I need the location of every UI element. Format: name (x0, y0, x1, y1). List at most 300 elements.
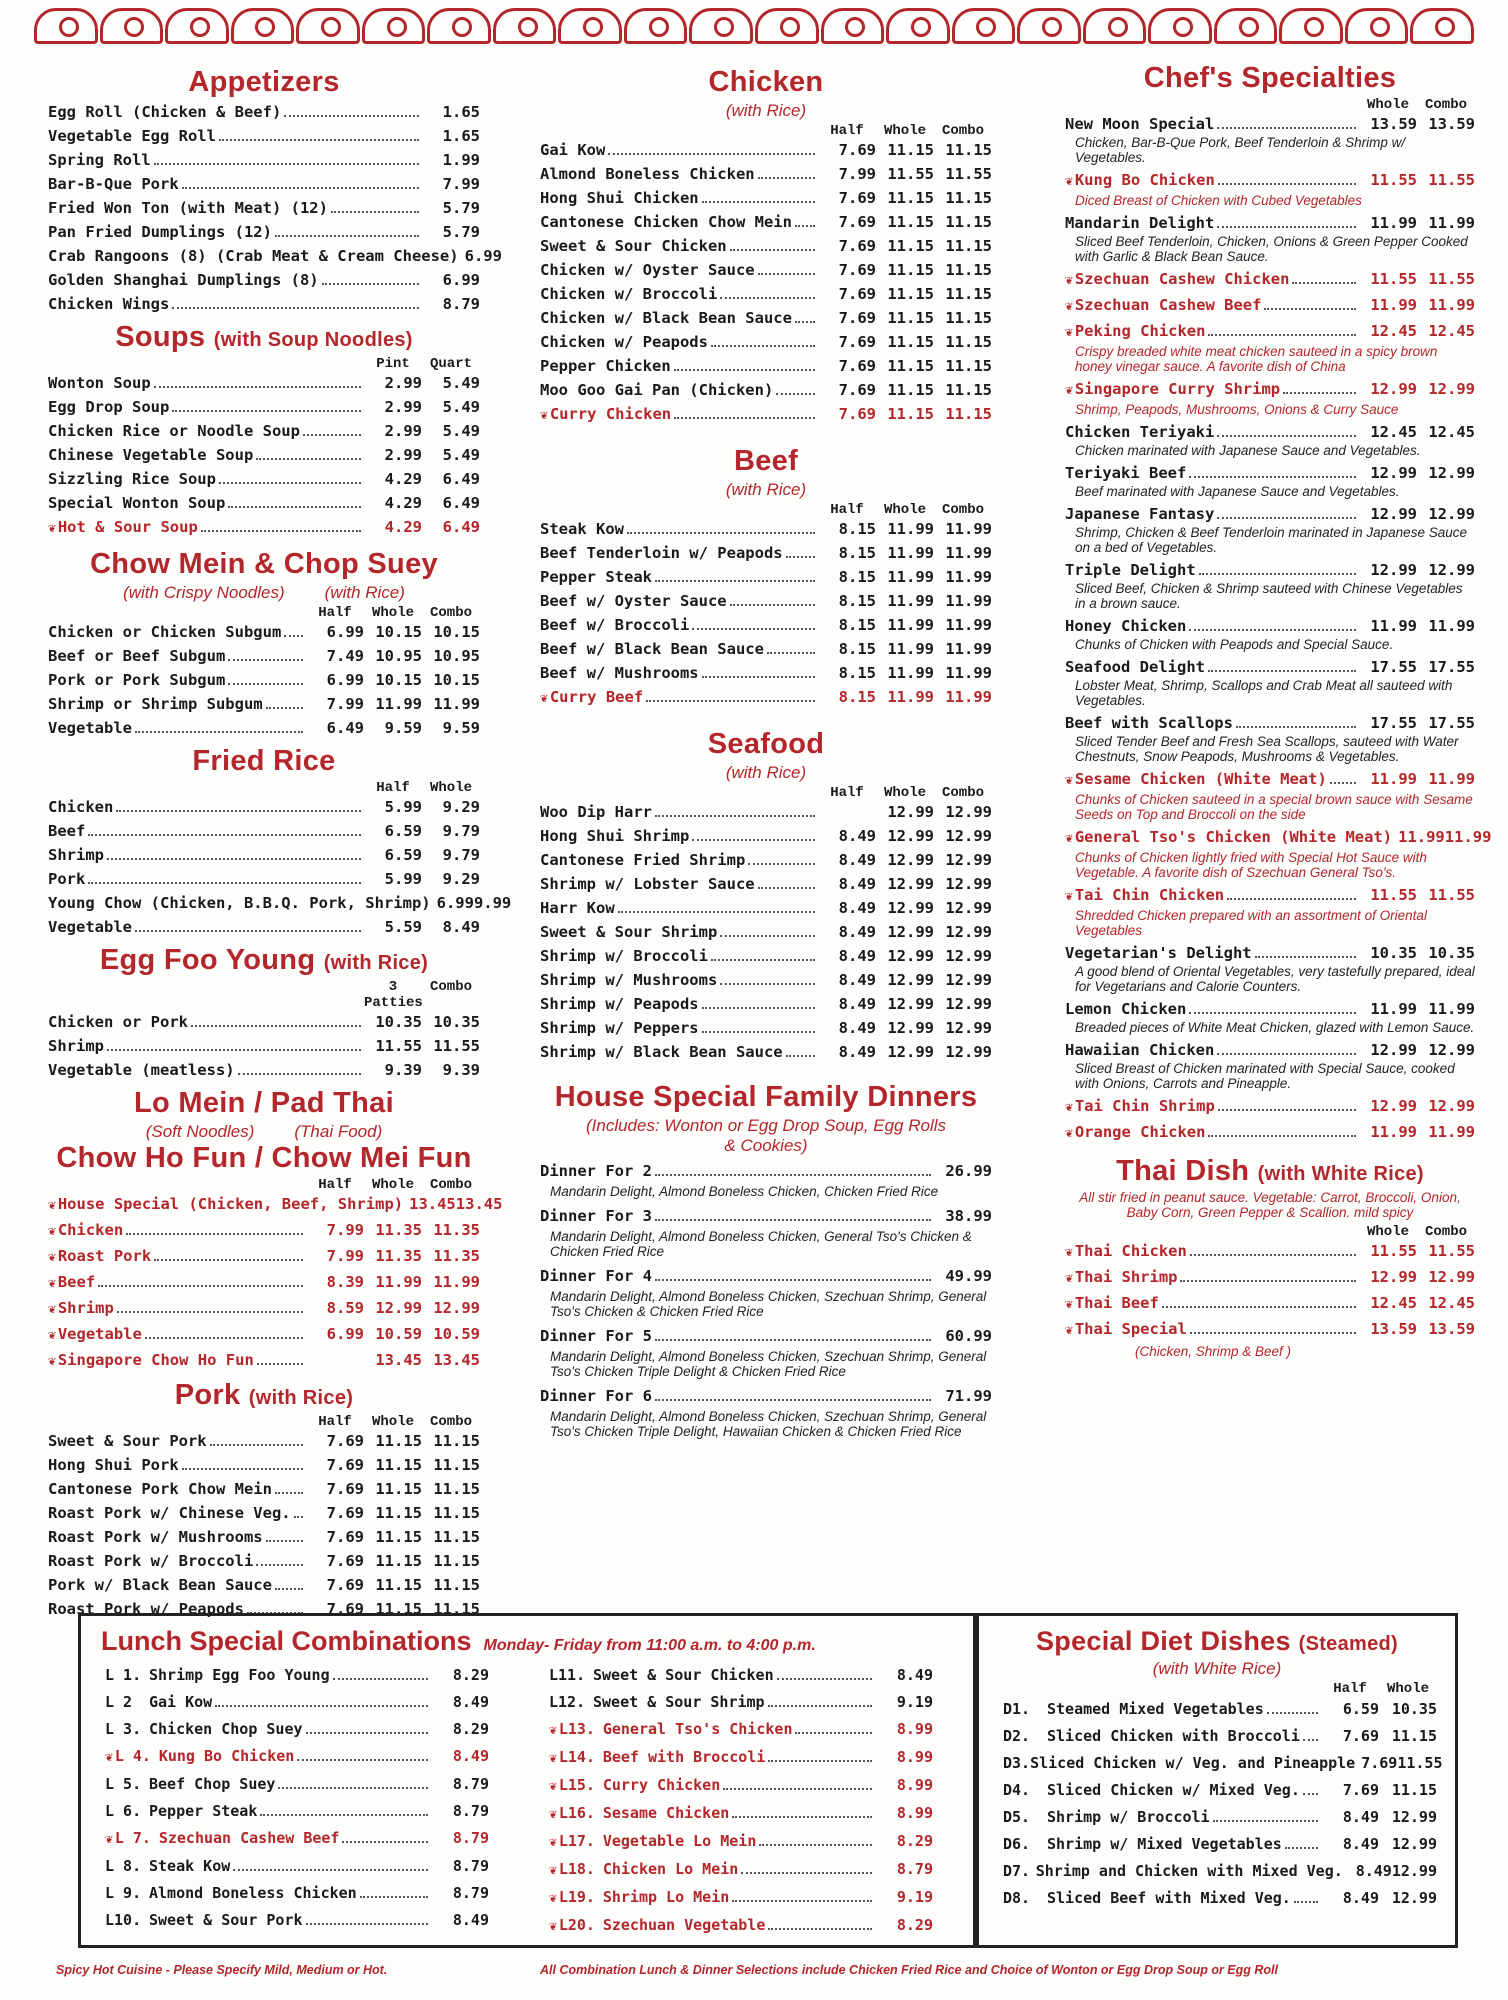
item-name: Sliced Beef with Mixed Veg. (1047, 1889, 1291, 1907)
item-name: Sesame Chicken (602, 1804, 730, 1822)
leader-dots (88, 834, 361, 836)
item-price: 11.15 (375, 1576, 422, 1594)
item-price: 8.15 (838, 544, 876, 562)
item-price: 11.55 (1428, 886, 1475, 904)
column-header: Combo (941, 502, 984, 518)
item-price: 13.45 (375, 1351, 422, 1369)
menu-item (540, 403, 992, 427)
item-price: 8.49 (838, 947, 876, 965)
menu-item (540, 542, 992, 564)
item-price: 8.15 (838, 640, 876, 658)
ornament-icon (34, 8, 98, 44)
leader-dots (655, 1399, 931, 1401)
item-price: 38.99 (945, 1207, 992, 1225)
menu-item (549, 1829, 933, 1855)
leader-dots (284, 635, 303, 637)
seafood-subtitle: (with Rice) (725, 763, 807, 782)
item-name: Triple Delight (1065, 561, 1196, 579)
leader-dots (702, 1031, 815, 1033)
item-code: D4. (1003, 1781, 1031, 1799)
menu-item (540, 163, 992, 185)
column-header: Whole (883, 785, 926, 801)
leader-dots (608, 153, 815, 155)
item-price: 11.15 (433, 1528, 480, 1546)
menu-item (48, 892, 512, 914)
item-price: 8.79 (452, 1857, 489, 1875)
menu-item (48, 868, 480, 890)
menu-entry (1065, 320, 1475, 374)
item-price: 9.59 (442, 719, 480, 737)
menu-entry (48, 101, 480, 123)
leader-dots (768, 1928, 872, 1930)
item-price: 4.29 (384, 518, 422, 536)
menu-entry (540, 825, 992, 847)
menu-entry (1065, 656, 1475, 708)
item-price: 8.59 (326, 1299, 364, 1317)
item-price: 12.45 (1428, 1294, 1475, 1312)
ornament-icon (886, 8, 950, 44)
menu-entry (1065, 1318, 1475, 1342)
price-column-headers (1065, 97, 1475, 113)
leader-dots (1255, 956, 1356, 958)
item-price: 8.15 (838, 688, 876, 706)
menu-entry (105, 1799, 489, 1824)
chili-pepper-icon: ❦ (1065, 1126, 1073, 1141)
leader-dots (646, 700, 815, 702)
item-price: 8.39 (326, 1273, 364, 1291)
menu-item (1003, 1886, 1437, 1911)
item-price: 12.99 (1370, 1097, 1417, 1115)
item-price: 11.35 (433, 1221, 480, 1239)
item-price: 10.15 (433, 671, 480, 689)
item-price: 13.59 (1428, 1320, 1475, 1338)
chili-pepper-icon: ❦ (48, 1224, 56, 1239)
item-price: 8.49 (838, 1019, 876, 1037)
column-header: Whole (883, 502, 926, 518)
menu-item (540, 355, 992, 377)
item-name: Szechuan Cashew Beef (1074, 296, 1262, 314)
item-price: 11.15 (945, 333, 992, 351)
menu-entry (48, 1245, 480, 1269)
menu-item (540, 307, 992, 329)
chili-pepper-icon: ❦ (549, 1779, 557, 1794)
item-name: Mandarin Delight (1065, 214, 1215, 232)
item-code: L18. (558, 1860, 595, 1878)
item-name: Golden Shanghai Dumplings (8) (48, 271, 319, 289)
menu-item (48, 1271, 480, 1295)
item-price: 13.45 (455, 1195, 503, 1213)
menu-entry (540, 1158, 992, 1199)
leader-dots (154, 163, 419, 165)
beef-subtitle: (with Rice) (725, 480, 807, 499)
item-price: 11.99 (1370, 1000, 1417, 1018)
menu-item (48, 1035, 480, 1057)
item-price: 49.99 (945, 1267, 992, 1285)
menu-entry (48, 420, 480, 442)
item-name: Steamed Mixed Vegetables (1047, 1700, 1264, 1718)
ornament-icon (100, 8, 164, 44)
item-price: 10.95 (375, 647, 422, 665)
menu-item (1065, 1121, 1475, 1145)
item-price: 11.99 (887, 592, 934, 610)
item-price: 17.55 (1370, 658, 1417, 676)
item-code: D2. (1003, 1727, 1031, 1745)
item-name: Shrimp w/ Black Bean Sauce (540, 1043, 783, 1061)
leader-dots (256, 1564, 303, 1566)
item-price: 6.99 (326, 671, 364, 689)
leader-dots (702, 201, 815, 203)
ornament-icon (1017, 8, 1081, 44)
item-price: 12.99 (887, 971, 934, 989)
menu-entry (1065, 942, 1475, 994)
item-price: 9.39 (442, 1061, 480, 1079)
leader-dots (333, 1678, 428, 1680)
menu-entry (540, 662, 992, 684)
menu-entry (1065, 378, 1475, 417)
item-name: Vegetable Lo Mein (602, 1832, 757, 1850)
menu-entry (48, 1323, 480, 1347)
menu-entry (1065, 169, 1475, 208)
menu-item (105, 1881, 489, 1906)
item-price: 12.45 (1370, 1294, 1417, 1312)
ornament-icon (689, 8, 753, 44)
item-price: 12.99 (887, 947, 934, 965)
menu-item (540, 662, 992, 684)
leader-dots (786, 556, 815, 558)
item-name: Pepper Steak (149, 1802, 258, 1820)
menu-item (48, 173, 480, 195)
item-price: 8.99 (896, 1804, 933, 1822)
menu-entry (540, 331, 992, 353)
right-column (1065, 56, 1492, 1363)
item-price: 8.49 (838, 827, 876, 845)
menu-entry (540, 873, 992, 895)
item-name: Chicken w/ Oyster Sauce (540, 261, 755, 279)
item-name: Roast Pork w/ Mushrooms (48, 1528, 263, 1546)
item-name: Sweet & Sour Pork (48, 1432, 207, 1450)
leader-dots (228, 506, 361, 508)
item-price: 11.15 (887, 333, 934, 351)
leader-dots (732, 1816, 872, 1818)
item-price: 7.69 (838, 141, 876, 159)
item-price: 4.29 (384, 470, 422, 488)
item-price: 7.69 (838, 333, 876, 351)
item-code: D7. (1003, 1862, 1031, 1880)
item-price: 10.15 (433, 623, 480, 641)
chili-pepper-icon: ❦ (105, 1750, 113, 1765)
menu-entry (48, 468, 480, 490)
item-code: L 2 (105, 1693, 133, 1711)
menu-item (1065, 169, 1475, 193)
item-price: 8.15 (838, 520, 876, 538)
item-price: 7.69 (326, 1552, 364, 1570)
menu-entry (540, 921, 992, 943)
item-price: 11.15 (433, 1480, 480, 1498)
item-price: 12.99 (1370, 1268, 1417, 1286)
leader-dots (720, 297, 815, 299)
item-name: Beef or Beef Subgum (48, 647, 226, 665)
leader-dots (1218, 183, 1356, 185)
item-price: 9.39 (384, 1061, 422, 1079)
menu-entry (48, 1502, 480, 1524)
item-price: 11.15 (433, 1600, 480, 1618)
item-description: Shrimp, Peapods, Mushrooms, Onions & Curry Sauce (1075, 402, 1399, 417)
item-price: 8.15 (838, 568, 876, 586)
item-name: Chicken Chop Suey (149, 1720, 303, 1738)
item-price: 11.15 (375, 1504, 422, 1522)
item-code: L 7. (114, 1829, 151, 1847)
leader-dots (1208, 1135, 1356, 1137)
menu-entry (1003, 1805, 1437, 1830)
chili-pepper-icon: ❦ (1065, 1271, 1073, 1286)
leader-dots (655, 1279, 931, 1281)
leader-dots (172, 307, 419, 309)
leader-dots (306, 1923, 428, 1925)
item-name: Shrimp w/ Mushrooms (540, 971, 718, 989)
leader-dots (303, 434, 361, 436)
chowmein-subtitle: (with Crispy Noodles) (with Rice) (123, 583, 405, 602)
menu-item (549, 1885, 933, 1911)
menu-entry (48, 820, 480, 842)
item-code: D6. (1003, 1835, 1031, 1853)
item-name: Dinner For 6 (540, 1387, 652, 1405)
menu-item (1065, 656, 1475, 678)
leader-dots (692, 839, 815, 841)
leader-dots (720, 983, 815, 985)
item-code: L10. (105, 1911, 142, 1929)
column-header: Quart (429, 356, 472, 372)
item-price: 10.35 (433, 1013, 480, 1031)
chili-pepper-icon: ❦ (48, 1302, 56, 1317)
item-price: 11.15 (887, 309, 934, 327)
item-price: 6.49 (442, 518, 480, 536)
item-name: Curry Chicken (602, 1776, 721, 1794)
item-name: Shrimp and Chicken with Mixed Veg. (1035, 1862, 1343, 1880)
menu-entry (540, 1323, 992, 1379)
item-price: 6.49 (326, 719, 364, 737)
item-description: Mandarin Delight, Almond Boneless Chicken, General Tso's Chicken & Chicken Fried Rice (550, 1229, 972, 1259)
item-price: 11.55 (1428, 270, 1475, 288)
menu-item (48, 693, 480, 715)
item-name: Chicken (48, 798, 114, 816)
leader-dots (702, 1007, 815, 1009)
chili-pepper-icon: ❦ (1065, 383, 1073, 398)
menu-entry (1065, 615, 1475, 652)
item-name: Hong Shui Pork (48, 1456, 179, 1474)
chili-pepper-icon: ❦ (1065, 831, 1073, 846)
item-description: Breaded pieces of White Meat Chicken, glazed with Lemon Sauce. (1075, 1020, 1475, 1035)
item-description: Shrimp, Chicken & Beef Tenderloin marinated in Japanese Sauce on a bed of Vegetables. (1075, 525, 1467, 555)
item-code: L15. (558, 1776, 595, 1794)
item-price: 11.15 (945, 381, 992, 399)
menu-entry (105, 1663, 489, 1688)
item-name: Beef Tenderloin w/ Peapods (540, 544, 783, 562)
diet-title: Special Diet Dishes (Steamed) (1035, 1626, 1398, 1656)
menu-entry (1065, 268, 1475, 292)
menu-entry (540, 686, 992, 710)
leader-dots (1283, 392, 1356, 394)
item-name: Chicken Rice or Noodle Soup (48, 422, 300, 440)
item-price: 11.15 (433, 1504, 480, 1522)
leader-dots (1227, 898, 1356, 900)
item-name: Chicken Wings (48, 295, 170, 313)
item-description: Chunks of Chicken lightly fried with Special Hot Sauce with Vegetable. A favorite dish of Szechuan General Tso's. (1075, 850, 1427, 880)
menu-entry (48, 269, 480, 291)
chili-pepper-icon: ❦ (1065, 1100, 1073, 1115)
menu-entry (1065, 421, 1475, 458)
item-name: Pork or Pork Subgum (48, 671, 226, 689)
item-description: Mandarin Delight, Almond Boneless Chicken, Szechuan Shrimp, General Tso's Chicken & Chicken Fried Rice (550, 1289, 987, 1319)
item-price: 8.49 (896, 1666, 933, 1684)
item-price: 11.99 (945, 688, 992, 706)
menu-item (540, 518, 992, 540)
menu-item (1065, 462, 1475, 484)
item-price: 11.99 (1398, 828, 1445, 846)
leader-dots (182, 1468, 303, 1470)
menu-item (105, 1744, 489, 1770)
item-price: 8.15 (838, 616, 876, 634)
item-name: Tai Chin Shrimp (1074, 1097, 1215, 1115)
item-price: 8.49 (1342, 1889, 1379, 1907)
menu-entry (105, 1854, 489, 1879)
item-price: 11.55 (1428, 171, 1475, 189)
menu-entry (540, 307, 992, 329)
menu-entry (1065, 1266, 1475, 1290)
item-name: Chicken (57, 1221, 124, 1239)
leader-dots (1217, 517, 1356, 519)
chowhofun-title: Chow Ho Fun / Chow Mei Fun (56, 1142, 472, 1174)
leader-dots (266, 1540, 303, 1542)
item-name: Tai Chin Chicken (1074, 886, 1225, 904)
item-price: 11.15 (375, 1480, 422, 1498)
menu-entry (48, 1271, 480, 1295)
menu-entry (540, 566, 992, 588)
chili-pepper-icon: ❦ (105, 1832, 113, 1847)
leader-dots (1213, 1820, 1318, 1822)
item-price: 9.59 (384, 719, 422, 737)
price-column-headers (1003, 1681, 1437, 1697)
menu-item (105, 1826, 489, 1852)
item-price: 6.99 (464, 247, 502, 265)
leader-dots (655, 1219, 931, 1221)
leader-dots (1162, 1306, 1356, 1308)
menu-item (1065, 320, 1475, 344)
menu-entry (48, 1011, 480, 1033)
leader-dots (191, 1025, 361, 1027)
item-name: Sweet & Sour Chicken (540, 237, 727, 255)
menu-entry (1065, 462, 1475, 499)
item-price: 11.99 (1428, 214, 1475, 232)
chili-pepper-icon: ❦ (549, 1891, 557, 1906)
leader-dots (1199, 573, 1356, 575)
leader-dots (294, 1516, 303, 1518)
item-price: 9.29 (442, 798, 480, 816)
menu-item (48, 1550, 480, 1572)
item-price: 11.99 (1370, 1123, 1417, 1141)
menu-entry (540, 1383, 992, 1439)
item-name: Cantonese Chicken Chow Mein (540, 213, 792, 231)
column-header: Half (318, 1414, 352, 1430)
chili-pepper-icon: ❦ (549, 1835, 557, 1850)
column-header: Combo (429, 1177, 472, 1193)
leader-dots (795, 1732, 872, 1734)
menu-entry (48, 1193, 503, 1217)
menu-entry (48, 1219, 480, 1243)
item-price: 12.99 (1391, 1835, 1437, 1853)
chili-pepper-icon: ❦ (1065, 273, 1073, 288)
item-name: Pan Fried Dumplings (12) (48, 223, 272, 241)
item-price: 12.99 (1428, 1041, 1475, 1059)
beef-title: Beef (733, 445, 799, 477)
item-code: L11. (549, 1666, 586, 1684)
menu-entry (48, 892, 512, 914)
leader-dots (201, 530, 361, 532)
lomein-title: Lo Mein / Pad Thai (134, 1087, 394, 1119)
item-name: Pork (48, 870, 86, 888)
item-price: 13.45 (409, 1195, 456, 1213)
item-name: Shrimp w/ Mixed Vegetables (1047, 1835, 1282, 1853)
item-price: 8.49 (1342, 1835, 1379, 1853)
item-price: 12.99 (945, 875, 992, 893)
item-price: 12.99 (1370, 380, 1417, 398)
menu-item (1003, 1859, 1437, 1884)
item-price: 11.99 (945, 544, 992, 562)
menu-entry (1065, 1039, 1475, 1091)
item-price: 8.49 (1342, 1808, 1379, 1826)
item-name: Vegetable (meatless) (48, 1061, 235, 1079)
menu-entry (540, 1041, 992, 1063)
column-header: Combo (1424, 1224, 1467, 1240)
item-description: Chicken, Bar-B-Que Pork, Beef Tenderloin & Shrimp w/ Vegetables. (1075, 135, 1406, 165)
ornament-icon (493, 8, 557, 44)
item-price: 8.49 (838, 899, 876, 917)
leader-dots (1180, 1280, 1356, 1282)
menu-item (1065, 212, 1475, 234)
leader-dots (786, 1055, 815, 1057)
item-price: 11.55 (375, 1037, 422, 1055)
item-price: 8.15 (838, 664, 876, 682)
ornament-icon (1083, 8, 1147, 44)
item-price: 12.99 (1428, 380, 1475, 398)
menu-item (540, 969, 992, 991)
item-price: 6.99 (442, 271, 480, 289)
item-name: Almond Boneless Chicken (149, 1884, 357, 1902)
item-price: 11.99 (887, 520, 934, 538)
menu-item (1065, 421, 1475, 443)
menu-item (1065, 942, 1475, 964)
menu-item (1065, 884, 1475, 908)
menu-entry (540, 897, 992, 919)
item-price: 7.69 (838, 405, 876, 423)
leader-dots (1217, 435, 1356, 437)
item-price: 12.99 (945, 923, 992, 941)
leader-dots (655, 815, 815, 817)
item-code: D8. (1003, 1889, 1031, 1907)
leader-dots (342, 1841, 428, 1843)
chili-pepper-icon: ❦ (48, 1328, 56, 1343)
item-price: 60.99 (945, 1327, 992, 1345)
chef-title: Chef's Specialties (1143, 62, 1397, 94)
leader-dots (1285, 1847, 1318, 1849)
item-price: 11.15 (1391, 1781, 1437, 1799)
item-name: Fried Won Ton (with Meat) (12) (48, 199, 328, 217)
item-price: 8.49 (838, 875, 876, 893)
item-name: Dinner For 5 (540, 1327, 652, 1345)
menu-item (48, 420, 480, 442)
eggfoo-title: Egg Foo Young (with Rice) (99, 944, 429, 976)
item-price: 12.99 (1391, 1889, 1437, 1907)
item-price: 2.99 (384, 446, 422, 464)
